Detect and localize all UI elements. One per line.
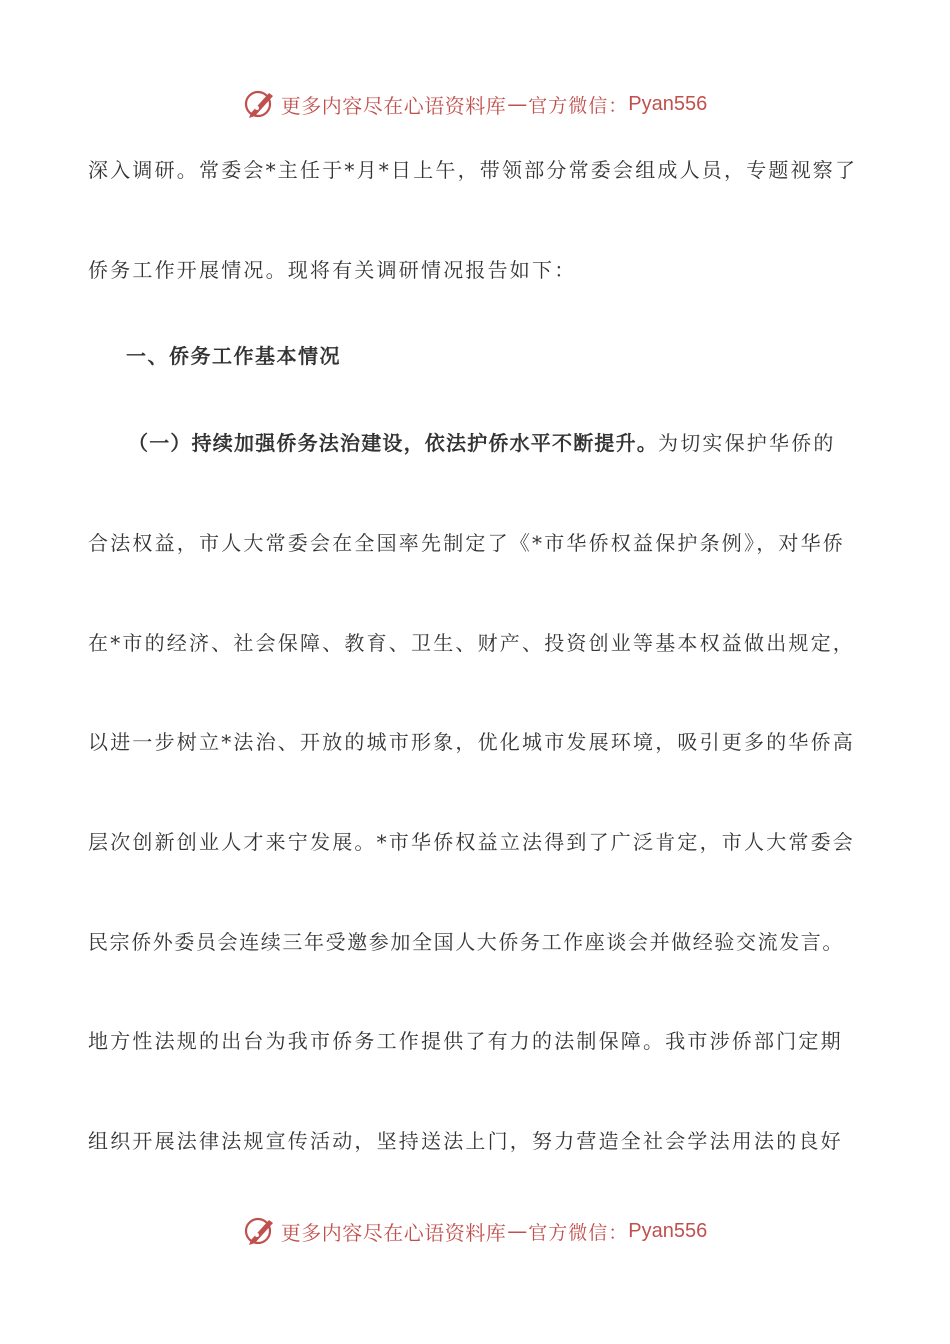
banner-wechat-label: 官方微信：	[528, 1221, 629, 1244]
banner-title: 更多内容尽在心语资料库	[280, 93, 507, 118]
footer-banner	[0, 1211, 950, 1251]
pen-logo-icon	[243, 1214, 277, 1248]
paragraph-line: 在*市的经济、社会保障、教育、卫生、财产、投资创业等基本权益做出规定，	[88, 631, 855, 655]
banner-wechat-id: Pyan556	[628, 92, 708, 115]
paragraph-line: 民宗侨外委员会连续三年受邀参加全国人大侨务工作座谈会并做经验交流发言。	[88, 930, 844, 954]
banner-dash: —	[507, 1219, 528, 1243]
body-line-1: 深入调研。常委会*主任于*月*日上午，带领部分常委会组成人员，专题视察了	[88, 158, 858, 182]
subsection-heading-line	[128, 428, 918, 458]
banner-dash: —	[507, 92, 528, 116]
header-banner	[0, 84, 950, 124]
pen-logo-icon	[243, 87, 277, 121]
banner-wechat-id: Pyan556	[628, 1219, 708, 1242]
banner-title: 更多内容尽在心语资料库	[280, 1220, 507, 1245]
body-line-2: 侨务工作开展情况。现将有关调研情况报告如下：	[88, 258, 577, 282]
subsection-heading-rest: 为切实保护华侨的	[658, 431, 836, 455]
banner-wechat-label: 官方微信：	[528, 94, 629, 117]
section-heading: 一、侨务工作基本情况	[126, 344, 341, 368]
paragraph-line: 地方性法规的出台为我市侨务工作提供了有力的法制保障。我市涉侨部门定期	[88, 1029, 843, 1053]
paragraph-line: 合法权益，市人大常委会在全国率先制定了《*市华侨权益保护条例》，对华侨	[88, 531, 845, 555]
subsection-heading: （一）持续加强侨务法治建设，依法护侨水平不断提升。	[128, 431, 658, 455]
paragraph-line: 以进一步树立*法治、开放的城市形象，优化城市发展环境，吸引更多的华侨高	[88, 730, 855, 754]
paragraph-line: 组织开展法律法规宣传活动，坚持送法上门，努力营造全社会学法用法的良好	[88, 1129, 843, 1153]
paragraph-line: 层次创新创业人才来宁发展。*市华侨权益立法得到了广泛肯定，市人大常委会	[88, 830, 855, 854]
